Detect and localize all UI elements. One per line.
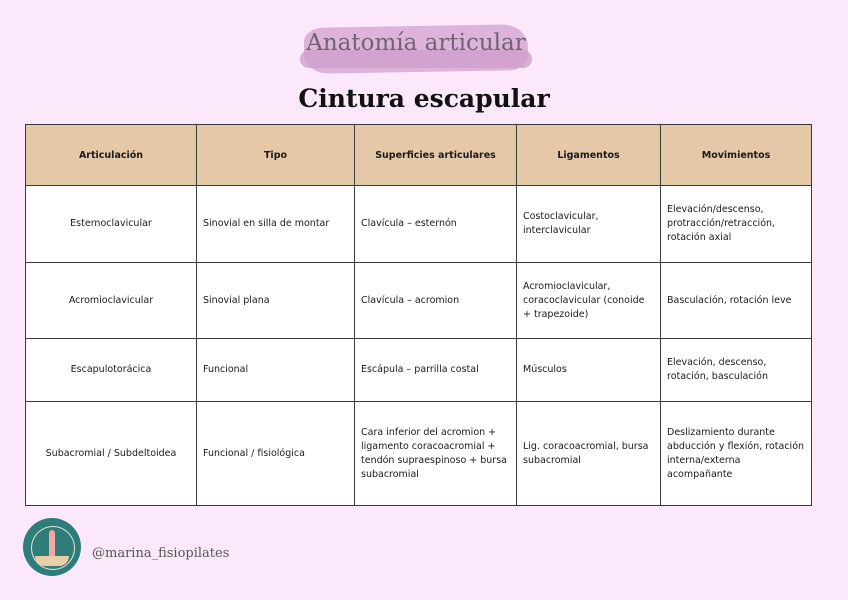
table-cell: Sinovial plana (197, 263, 355, 339)
table-cell: Sinovial en silla de montar (197, 186, 355, 263)
column-header: Articulación (26, 125, 197, 186)
table-cell: Cara inferior del acromion + ligamento coracoacromial + tendón supraespinoso + bursa subacromial (355, 402, 517, 506)
section-title-wrap (300, 20, 532, 76)
table-cell: Funcional (197, 339, 355, 402)
table-cell: Esternoclavicular (26, 186, 197, 263)
table-row (26, 402, 812, 506)
table-row (26, 186, 812, 263)
table-cell: Subacromial / Subdeltoidea (26, 402, 197, 506)
table-cell: Basculación, rotación leve (661, 263, 812, 339)
table-cell: Músculos (517, 339, 661, 402)
table-cell: Clavícula – esternón (355, 186, 517, 263)
table-cell: Deslizamiento durante abducción y flexión, rotación interna/externa acompañante (661, 402, 812, 506)
table-cell: Acromioclavicular (26, 263, 197, 339)
section-title: Anatomía articular (306, 30, 526, 56)
column-header: Superficies articulares (355, 125, 517, 186)
table-header-row (26, 125, 812, 186)
table-row (26, 339, 812, 402)
table-row (26, 263, 812, 339)
page-title: Cintura escapular (298, 84, 550, 113)
spine-lotus-logo-icon (23, 518, 81, 576)
joints-table (25, 124, 812, 506)
table-cell: Funcional / fisiológica (197, 402, 355, 506)
table-cell: Acromioclavicular, coracoclavicular (conoide + trapezoide) (517, 263, 661, 339)
table-cell: Escápula – parrilla costal (355, 339, 517, 402)
column-header: Ligamentos (517, 125, 661, 186)
logo-lotus (35, 556, 69, 566)
column-header: Movimientos (661, 125, 812, 186)
table-cell: Clavícula – acromion (355, 263, 517, 339)
column-header: Tipo (197, 125, 355, 186)
table-cell: Elevación, descenso, rotación, basculación (661, 339, 812, 402)
table-cell: Lig. coracoacromial, bursa subacromial (517, 402, 661, 506)
social-handle: @marina_fisiopilates (92, 546, 230, 561)
table-cell: Escapulotorácica (26, 339, 197, 402)
table-cell: Elevación/descenso, protracción/retracción, rotación axial (661, 186, 812, 263)
table-cell: Costoclavicular, interclavicular (517, 186, 661, 263)
